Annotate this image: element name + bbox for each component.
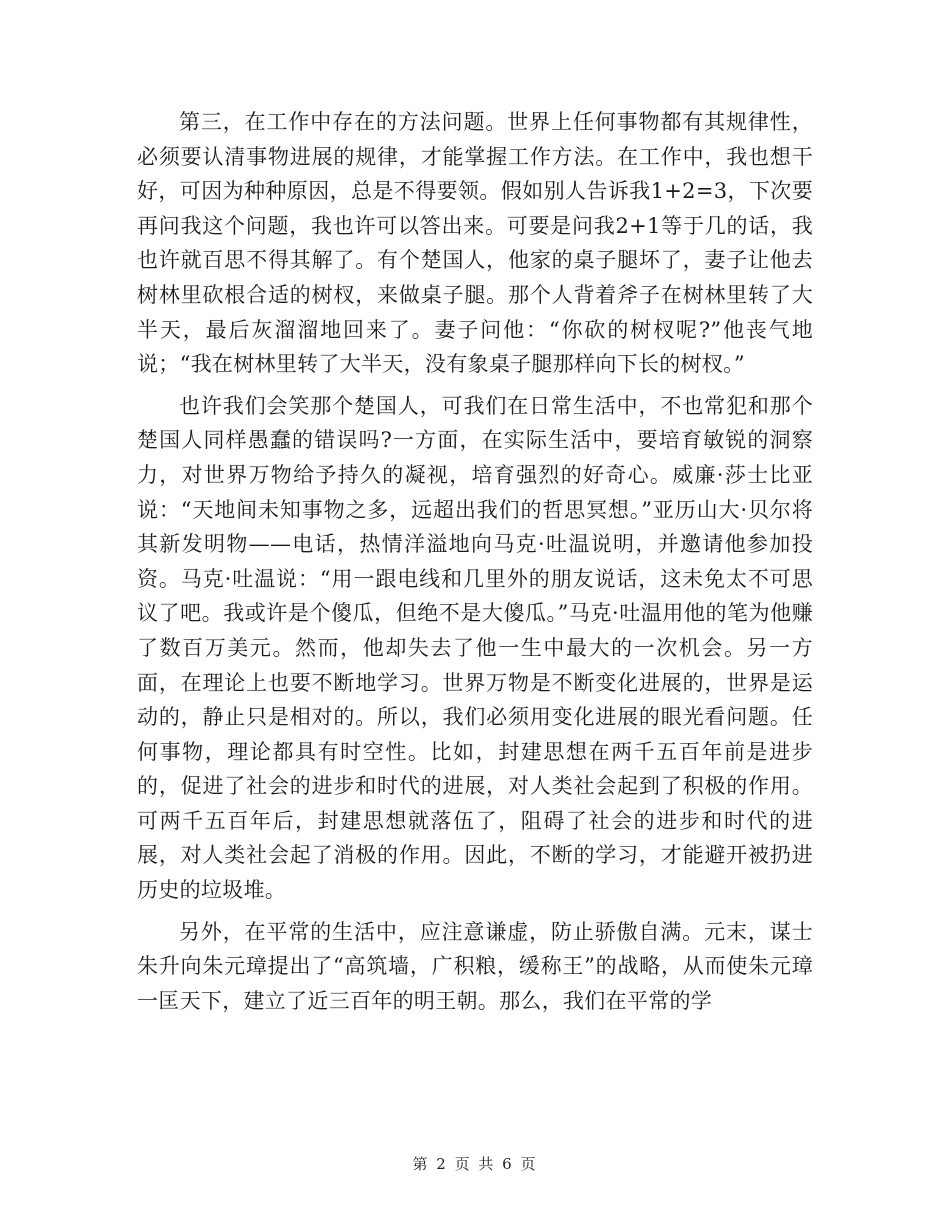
paragraph-modesty: 另外，在平常的生活中，应注意谦虚，防止骄傲自满。元末，谋士朱升向朱元璋提出了“高筑墙，广积粮，缓称王”的战略，从而使朱元璋一匡天下，建立了近三百年的明王朝。那么，我们在平常的学 [137, 919, 813, 1013]
paragraph-method-problem: 第三，在工作中存在的方法问题。世界上任何事物都有其规律性，必须要认清事物进展的规律，才能掌握工作方法。在工作中，我也想干好，可因为种种原因，总是不得要领。假如别人告诉我1+2=3，下次要再问我这个问题，我也许可以答出来。可要是问我2+1等于几的话，我也许就百思不得其解了。有个楚国人，他家的桌子腿坏了，妻子让他去树林里砍根合适的树杈，来做桌子腿。那个人背着斧子在树林里转了大半天，最后灰溜溜地回来了。妻子问他：“你砍的树杈呢?”他丧气地说；“我在树林里转了大半天，没有象桌子腿那样向下长的树杈。” [137, 110, 813, 377]
document-body [137, 105, 813, 1025]
page-number-footer: 第 2 页 共 6 页 [412, 1155, 538, 1173]
paragraph-chu-man-reflection: 也许我们会笑那个楚国人，可我们在日常生活中，不也常犯和那个楚国人同样愚蠢的错误吗?一方面，在实际生活中，要培育敏锐的洞察力，对世界万物给予持久的凝视，培育强烈的好奇心。威廉·莎士比亚说：“天地间未知事物之多，远超出我们的哲思冥想。”亚历山大·贝尔将其新发明物——电话，热情洋溢地向马克·吐温说明，并邀请他参加投资。马克·吐温说：“用一跟电线和几里外的朋友说话，这未免太不可思议了吧。我或许是个傻瓜，但绝不是大傻瓜。”马克·吐温用他的笔为他赚了数百万美元。然而，他却失去了他一生中最大的一次机会。另一方面，在理论上也要不断地学习。世界万物是不断变化进展的，世界是运动的，静止只是相对的。所以，我们必须用变化进展的眼光看问题。任何事物，理论都具有时空性。比如，封建思想在两千五百年前是进步的，促进了社会的进步和时代的进展，对人类社会起到了积极的作用。可两千五百年后，封建思想就落伍了，阻碍了社会的进步和时代的进展，对人类社会起了消极的作用。因此，不断的学习，才能避开被扔进历史的垃圾堆。 [137, 393, 813, 903]
